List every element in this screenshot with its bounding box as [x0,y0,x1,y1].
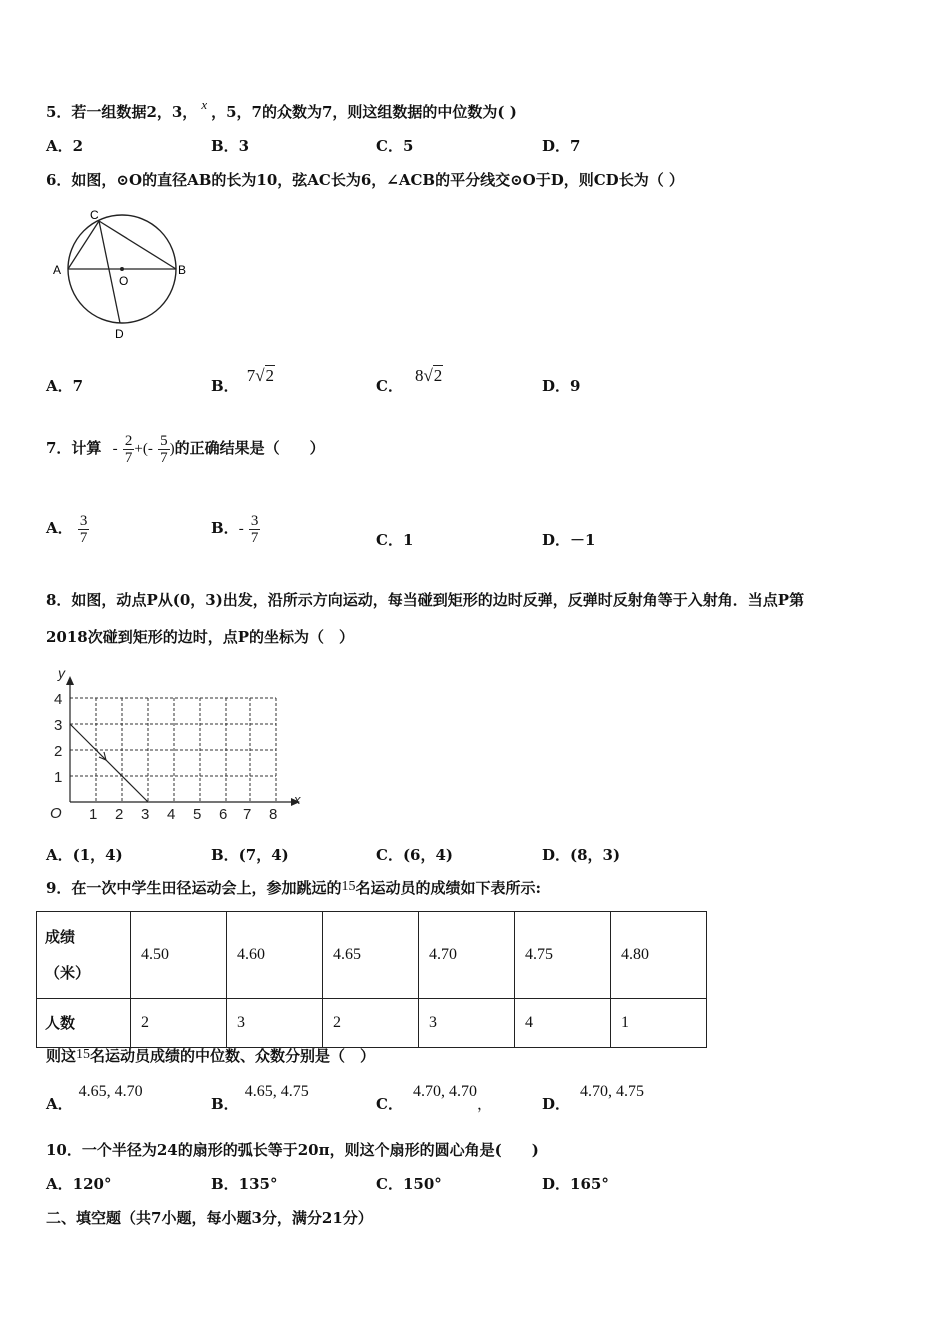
q9-score-cell: 4.50 [131,912,227,999]
q8-path-segment [70,724,148,802]
q8-x-tick-6: 6 [219,806,228,823]
q8-x-tick-7: 7 [243,806,252,823]
q8-x-tick-1: 1 [89,806,98,823]
q5-stem [46,97,517,123]
q10-stem: 10．一个半径为24的扇形的弧长等于20π，则这个扇形的圆心角是( ) [46,1141,539,1159]
q8-stem-line1: 8．如图，动点P从(0，3)出发，沿所示方向运动，每当碰到矩形的边时反弹，反弹时反射角等于入射角．当点P第 [46,591,805,609]
q6-option-a: A．7 [46,377,84,395]
q6-chord-cd [99,221,120,323]
table-row [37,912,707,999]
q6-option-b-coef: 7 [246,366,256,385]
q8-y-tick-3: 3 [54,717,63,734]
q7-option-b-num: 3 [250,512,259,529]
q9-stem-a: 9．在一次中学生田径运动会上，参加跳远的 [46,879,342,897]
q6-option-c [376,366,443,396]
q9-score-cell: 4.80 [611,912,707,999]
q7-option-b-label: B． [211,519,239,537]
q9-option-b-value: 4.65, 4.75 [244,1083,309,1100]
q10-option-c: C．150° [376,1175,442,1193]
q9-count-cell: 1 [611,999,707,1048]
q9-question-a: 则这 [46,1047,77,1065]
q8-grid-figure [44,664,314,828]
q9-score-table [36,911,707,1048]
q8-x-tick-4: 4 [167,806,176,823]
q8-option-c: C．(6，4) [376,846,454,864]
q5-option-b: B．3 [211,137,250,155]
q7-option-d: D．－1 [542,531,596,549]
q8-stem-line2: 2018次碰到矩形的边时，点P的坐标为（ ） [46,628,355,646]
q9-score-cell: 4.60 [227,912,323,999]
q6-circle-figure [44,204,204,344]
q8-x-tick-8: 8 [269,806,278,823]
q7-minus: - [112,441,118,457]
q6-option-c-label: C． [376,377,403,395]
q7-option-a-label: A． [46,519,73,537]
section-2-title: 二、填空题（共7小题，每小题3分，满分21分） [46,1209,373,1227]
q6-option-b [211,366,275,396]
q7-option-b-fraction [249,513,261,546]
q8-y-label: y [58,665,65,681]
q6-label-c: C [90,208,99,222]
q9-question-count: 15 [76,1047,91,1062]
q6-stem: 6．如图，⊙O的直径AB的长为10，弦AC长为6，∠ACB的平分线交⊙O于D，则CD长为（ ） [46,171,684,189]
q8-option-d: D．(8，3) [542,846,621,864]
q6-option-b-radicand: 2 [265,366,275,385]
q7-option-a [46,508,89,548]
q8-option-a: A．(1，4) [46,846,123,864]
q8-y-arrow [66,676,74,685]
q7-fraction-1-num: 2 [124,432,133,449]
q6-option-b-label: B． [211,377,239,395]
q5-option-c: C．5 [376,137,414,155]
q9-score-cell: 4.70 [419,912,515,999]
q9-option-d-label: D． [542,1095,571,1113]
q8-option-b: B．(7，4) [211,846,289,864]
q7-option-a-fraction [78,513,90,546]
q9-option-a [46,1083,143,1115]
q6-option-c-coef: 8 [414,366,424,385]
q8-x-tick-3: 3 [141,806,150,823]
q9-option-d [542,1083,645,1115]
q8-x-tick-2: 2 [115,806,124,823]
q7-option-a-den: 7 [79,529,88,546]
table-row [37,999,707,1048]
q9-count: 15 [341,879,356,894]
q9-header-score-line1: 成绩 [45,928,76,946]
q7-option-b-den: 7 [250,529,259,546]
q7-stem [46,428,325,469]
q9-count-cell: 3 [227,999,323,1048]
q8-y-tick-4: 4 [54,691,63,708]
q9-option-c-label: C． [376,1095,403,1113]
q7-option-a-num: 3 [79,512,88,529]
q9-count-cell: 2 [131,999,227,1048]
q8-x-tick-5: 5 [193,806,202,823]
q10-option-b: B．135° [211,1175,278,1193]
q7-fraction-1-den: 7 [124,449,133,466]
q6-label-d: D [115,327,124,341]
q6-option-d: D．9 [542,377,581,395]
q9-option-d-value: 4.70, 4.75 [580,1083,645,1100]
q5-stem-a: 5．若一组数据2，3， [46,103,198,121]
q9-question [46,1046,375,1068]
q9-option-a-label: A． [46,1095,73,1113]
q6-option-b-value: 7√2 [246,366,275,385]
q7-option-b [211,508,260,549]
q7-fraction-2-num: 5 [160,432,168,449]
q5-var-x: x [201,97,208,112]
q9-option-b-label: B． [211,1095,239,1113]
q5-stem-b: ，5，7的众数为7，则这组数据的中位数为( ) [211,103,517,121]
q5-option-a: A．2 [46,137,84,155]
q7-option-c: C．1 [376,531,414,549]
q6-center-dot [120,267,124,271]
q9-option-a-value: 4.65, 4.70 [78,1083,143,1100]
q6-label-a: A [53,263,62,277]
q7-plus: +(- [134,441,153,457]
q9-header-score [37,912,131,999]
q7-fraction-1 [123,433,135,466]
q9-header-score-line2: （米） [45,964,91,982]
q6-chord-ac [68,221,99,269]
q9-count-cell: 4 [515,999,611,1048]
q9-score-cell: 4.65 [323,912,419,999]
q9-option-b [211,1083,309,1115]
q7-close-paren: ) [169,441,175,457]
q9-stem [46,878,541,900]
q10-option-d: D．165° [542,1175,609,1193]
q6-option-c-radicand: 2 [433,366,443,385]
q7-fraction-2-den: 7 [160,449,168,466]
q7-label: 7．计算 [46,439,102,457]
q6-label-o: O [119,274,129,288]
q9-option-c-comma: ， [476,1095,492,1113]
q7-tail: 的正确结果是（ ） [174,439,325,457]
q6-option-c-value: 8√2 [414,366,443,385]
q8-y-tick-1: 1 [54,769,63,786]
q8-y-tick-2: 2 [54,743,63,760]
q7-option-b-minus: - [238,521,244,537]
q9-question-b: 名运动员成绩的中位数、众数分别是（ ） [90,1047,376,1065]
q9-option-c [376,1083,492,1115]
q7-fraction-2 [158,433,170,466]
q9-header-count: 人数 [37,999,131,1048]
q9-score-cell: 4.75 [515,912,611,999]
q6-chord-cb [99,221,176,269]
q9-count-cell: 2 [323,999,419,1048]
q8-origin-label: O [50,805,62,822]
q9-option-c-value: 4.70, 4.70 [412,1083,477,1100]
q8-grid-lines [70,698,276,802]
q8-x-label: x [294,792,301,807]
q5-option-d: D．7 [542,137,581,155]
q6-label-b: B [178,263,187,277]
q10-option-a: A．120° [46,1175,112,1193]
q9-stem-b: 名运动员的成绩如下表所示: [355,879,541,897]
q9-count-cell: 3 [419,999,515,1048]
